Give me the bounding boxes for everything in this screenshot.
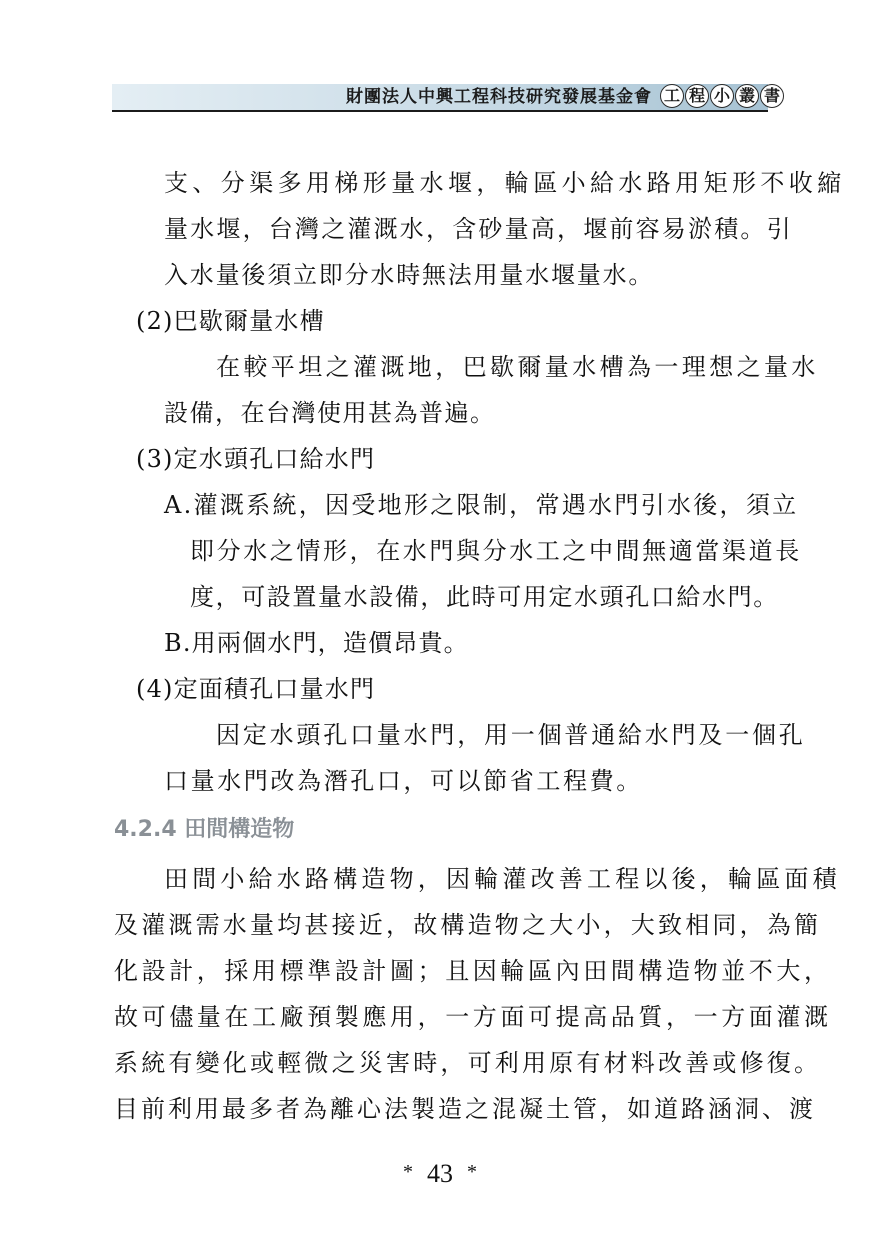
body-line: 量水堰，台灣之灌溉水，含砂量高，堰前容易淤積。引 bbox=[164, 215, 793, 243]
paragraph-line: 故可儘量在工廠預製應用，一方面可提高品質，一方面灌溉 bbox=[114, 1003, 832, 1031]
series-badge bbox=[660, 84, 784, 108]
paragraph-line: 田間小給水路構造物，因輪灌改善工程以後，輪區面積 bbox=[164, 865, 841, 893]
series-char: 工 bbox=[660, 84, 684, 108]
body-line: 入水量後須立即分水時無法用量水堰量水。 bbox=[164, 261, 655, 289]
footer-star-left: * bbox=[403, 1161, 413, 1183]
item-heading: (2)巴歇爾量水槽 bbox=[136, 307, 325, 335]
footer-star-right: * bbox=[467, 1161, 477, 1183]
body-line: B.用兩個水門，造價昂貴。 bbox=[164, 629, 469, 657]
page-footer bbox=[380, 1156, 500, 1190]
body-line: 口量水門改為潛孔口，可以節省工程費。 bbox=[164, 767, 643, 795]
paragraph-line: 系統有變化或輕微之災害時，可利用原有材料改善或修復。 bbox=[114, 1049, 822, 1077]
paragraph-line: 化設計，採用標準設計圖；且因輪區內田間構造物並不大， bbox=[114, 957, 832, 985]
item-heading: (3)定水頭孔口給水門 bbox=[136, 445, 376, 473]
page-number: 43 bbox=[427, 1159, 453, 1188]
section-heading: 4.2.4 田間構造物 bbox=[114, 817, 295, 842]
header-rule bbox=[112, 110, 768, 112]
body-line: 度，可設置量水設備，此時可用定水頭孔口給水門。 bbox=[190, 583, 779, 611]
paragraph-line: 目前利用最多者為離心法製造之混凝土管，如道路涵洞、渡 bbox=[114, 1095, 816, 1123]
item-heading: (4)定面積孔口量水門 bbox=[136, 675, 376, 703]
series-char: 書 bbox=[760, 84, 784, 108]
body-line: 設備，在台灣使用甚為普遍。 bbox=[164, 399, 496, 427]
body-line: 因定水頭孔口量水門，用一個普通給水門及一個孔 bbox=[216, 721, 806, 749]
series-char: 叢 bbox=[735, 84, 759, 108]
series-char: 小 bbox=[710, 84, 734, 108]
series-char: 程 bbox=[685, 84, 709, 108]
header-organization: 財團法人中興工程科技研究發展基金會 bbox=[346, 87, 652, 107]
body-line: 支、分渠多用梯形量水堰，輪區小給水路用矩形不收縮 bbox=[164, 169, 846, 197]
body-line: 在較平坦之灌溉地，巴歇爾量水槽為一理想之量水 bbox=[216, 353, 819, 381]
body-line: A.灌溉系統，因受地形之限制，常遇水門引水後，須立 bbox=[164, 491, 799, 519]
body-line: 即分水之情形，在水門與分水工之中間無適當渠道長 bbox=[190, 537, 802, 565]
paragraph-line: 及灌溉需水量均甚接近，故構造物之大小，大致相同，為簡 bbox=[114, 911, 822, 939]
